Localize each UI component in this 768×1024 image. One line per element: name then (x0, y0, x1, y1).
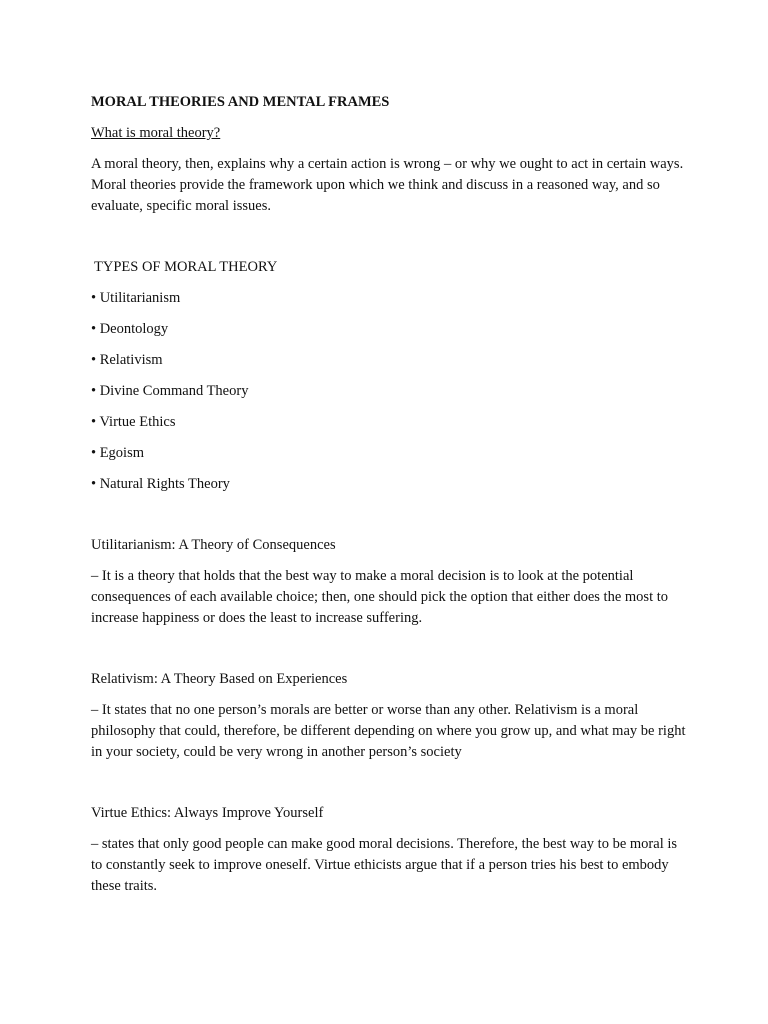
moral-theory-question: What is moral theory? (91, 125, 221, 141)
section-body-virtue-ethics: – states that only good people can make good moral decisions. Therefore, the best way to be moral is to constantly seek to improve oneself. Virtue ethicists argue that if a person tries his best to embody these traits. (91, 836, 678, 894)
types-heading: TYPES OF MORAL THEORY (94, 259, 278, 275)
section-body-utilitarianism: – It is a theory that holds that the best way to make a moral decision is to look at the potential consequences of each available choice; then, one should pick the option that either does the most to increase happiness or does the least to increase suffering. (91, 568, 668, 626)
spacer (91, 763, 687, 803)
list-item: • Egoism (91, 445, 145, 461)
section-body-relativism: – It states that no one person’s morals are better or worse than any other. Relativism is a moral philosophy that could, therefore, be different depending on where you grow up, and what may be right in your society, could be very wrong in another person’s society (91, 702, 686, 760)
spacer (91, 505, 687, 535)
list-item: • Deontology (91, 321, 169, 337)
list-item: • Relativism (91, 352, 163, 368)
list-item: • Utilitarianism (91, 290, 181, 306)
list-item: • Divine Command Theory (91, 383, 249, 399)
section-heading-utilitarianism: Utilitarianism: A Theory of Consequences (91, 537, 336, 553)
section-heading-virtue-ethics: Virtue Ethics: Always Improve Yourself (91, 805, 324, 821)
document-body (91, 92, 687, 897)
section-heading-relativism: Relativism: A Theory Based on Experiences (91, 671, 348, 687)
intro-paragraph: A moral theory, then, explains why a certain action is wrong – or why we ought to act in certain ways. Moral theories provide the framework upon which we think and discuss in a reasoned way, and so evaluate, specific moral issues. (91, 156, 684, 214)
types-list (91, 288, 687, 495)
list-item: • Natural Rights Theory (91, 476, 230, 492)
list-item: • Virtue Ethics (91, 414, 176, 430)
spacer (91, 629, 687, 669)
document-title: MORAL THEORIES AND MENTAL FRAMES (91, 94, 390, 110)
spacer (91, 217, 687, 257)
